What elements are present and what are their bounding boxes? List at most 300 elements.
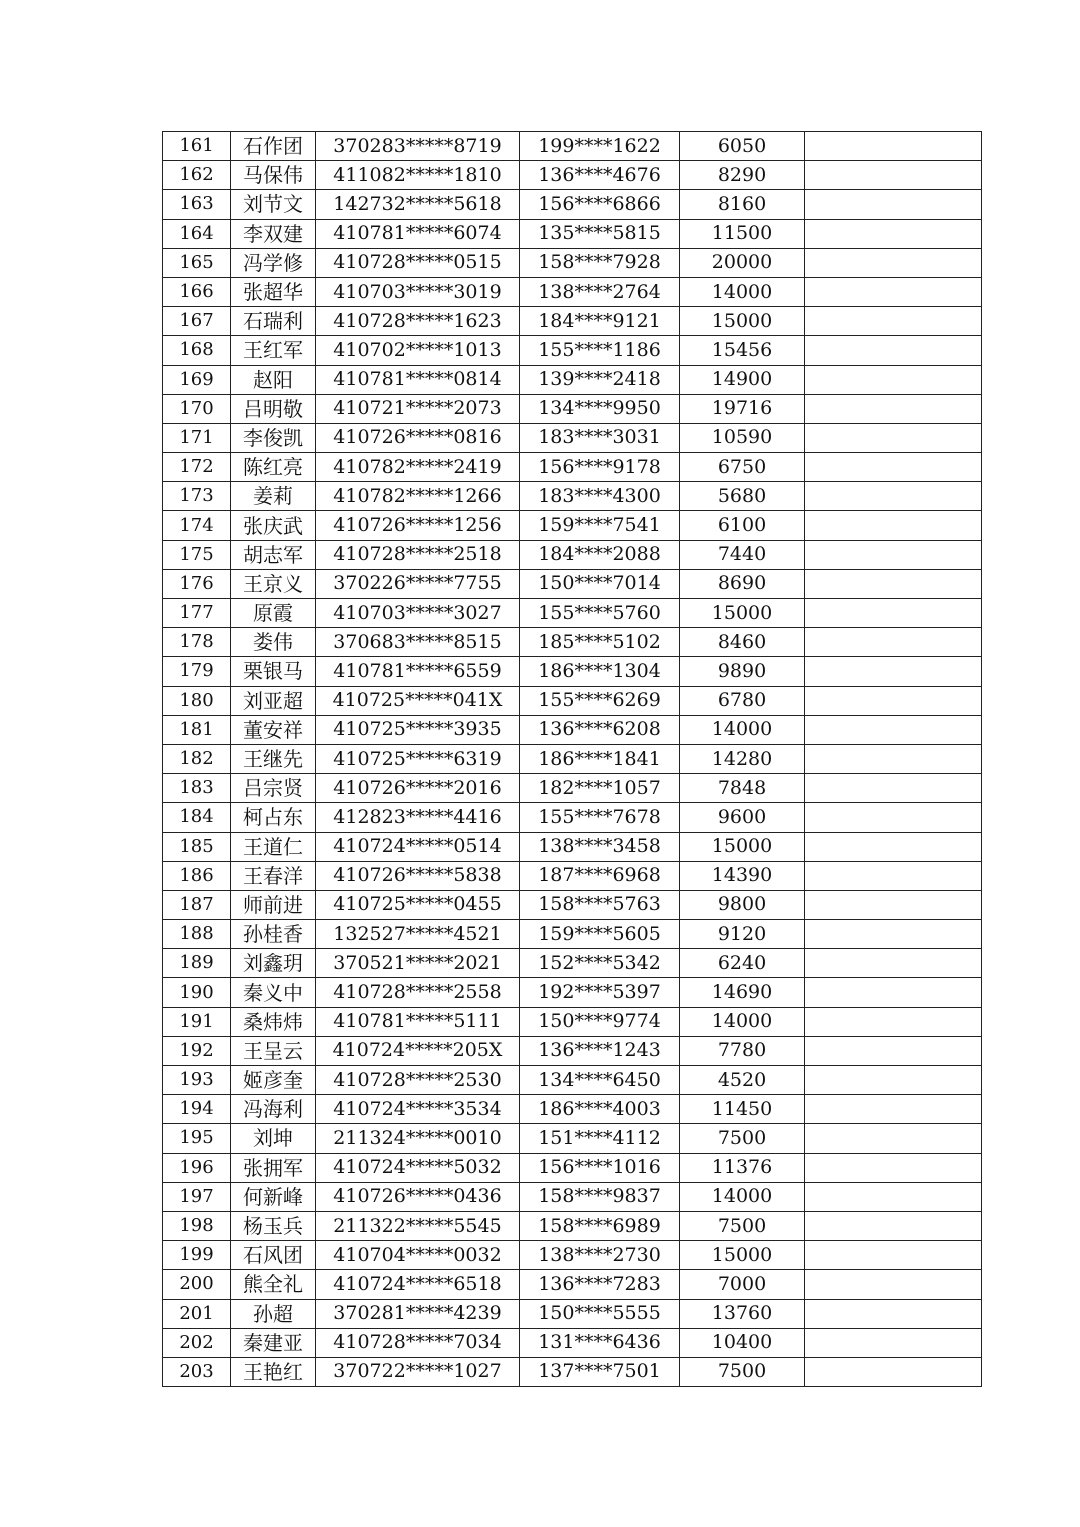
id-number-cell: 410728*****2558: [316, 978, 520, 1007]
phone-number-cell: 155****5760: [520, 599, 680, 628]
remark-cell: [805, 423, 982, 452]
phone-number-cell: 186****4003: [520, 1095, 680, 1124]
phone-number-cell: 158****6989: [520, 1211, 680, 1240]
row-number-cell: 183: [163, 774, 231, 803]
remark-cell: [805, 219, 982, 248]
amount-cell: 19716: [680, 394, 805, 423]
phone-number-cell: 151****4112: [520, 1124, 680, 1153]
amount-cell: 7500: [680, 1211, 805, 1240]
name-cell: 娄伟: [231, 628, 316, 657]
name-cell: 原霞: [231, 599, 316, 628]
remark-cell: [805, 453, 982, 482]
amount-cell: 10590: [680, 423, 805, 452]
row-number-cell: 168: [163, 336, 231, 365]
id-number-cell: 410724*****205X: [316, 1036, 520, 1065]
amount-cell: 13760: [680, 1299, 805, 1328]
name-cell: 王红军: [231, 336, 316, 365]
amount-cell: 14900: [680, 365, 805, 394]
remark-cell: [805, 1095, 982, 1124]
name-cell: 张庆武: [231, 511, 316, 540]
remark-cell: [805, 1299, 982, 1328]
name-cell: 杨玉兵: [231, 1211, 316, 1240]
id-number-cell: 410782*****1266: [316, 482, 520, 511]
name-cell: 师前进: [231, 890, 316, 919]
table-row: [163, 744, 982, 773]
table-row: [163, 715, 982, 744]
table-row: [163, 1124, 982, 1153]
table-row: [163, 949, 982, 978]
name-cell: 王京义: [231, 569, 316, 598]
row-number-cell: 172: [163, 453, 231, 482]
remark-cell: [805, 1007, 982, 1036]
amount-cell: 14390: [680, 861, 805, 890]
name-cell: 李俊凯: [231, 423, 316, 452]
amount-cell: 20000: [680, 248, 805, 277]
remark-cell: [805, 1124, 982, 1153]
table-row: [163, 511, 982, 540]
id-number-cell: 410781*****6559: [316, 657, 520, 686]
phone-number-cell: 156****9178: [520, 453, 680, 482]
row-number-cell: 199: [163, 1241, 231, 1270]
remark-cell: [805, 744, 982, 773]
remark-cell: [805, 1357, 982, 1386]
table-row: [163, 423, 982, 452]
table-row: [163, 1007, 982, 1036]
phone-number-cell: 138****2764: [520, 277, 680, 306]
id-number-cell: 410726*****2016: [316, 774, 520, 803]
row-number-cell: 180: [163, 686, 231, 715]
name-cell: 吕宗贤: [231, 774, 316, 803]
row-number-cell: 182: [163, 744, 231, 773]
phone-number-cell: 150****7014: [520, 569, 680, 598]
amount-cell: 15456: [680, 336, 805, 365]
amount-cell: 11450: [680, 1095, 805, 1124]
id-number-cell: 410782*****2419: [316, 453, 520, 482]
row-number-cell: 196: [163, 1153, 231, 1182]
amount-cell: 8690: [680, 569, 805, 598]
name-cell: 吕明敬: [231, 394, 316, 423]
row-number-cell: 187: [163, 890, 231, 919]
amount-cell: 9890: [680, 657, 805, 686]
amount-cell: 6100: [680, 511, 805, 540]
row-number-cell: 179: [163, 657, 231, 686]
id-number-cell: 410726*****0816: [316, 423, 520, 452]
remark-cell: [805, 1182, 982, 1211]
remark-cell: [805, 511, 982, 540]
name-cell: 石风团: [231, 1241, 316, 1270]
table-row: [163, 920, 982, 949]
table-row: [163, 832, 982, 861]
remark-cell: [805, 132, 982, 161]
remark-cell: [805, 628, 982, 657]
payment-table: [162, 131, 982, 1387]
amount-cell: 14690: [680, 978, 805, 1007]
name-cell: 王春洋: [231, 861, 316, 890]
id-number-cell: 410726*****5838: [316, 861, 520, 890]
amount-cell: 6240: [680, 949, 805, 978]
name-cell: 赵阳: [231, 365, 316, 394]
name-cell: 陈红亮: [231, 453, 316, 482]
row-number-cell: 175: [163, 540, 231, 569]
name-cell: 张超华: [231, 277, 316, 306]
phone-number-cell: 155****6269: [520, 686, 680, 715]
amount-cell: 15000: [680, 832, 805, 861]
table-row: [163, 861, 982, 890]
id-number-cell: 410728*****2518: [316, 540, 520, 569]
amount-cell: 9120: [680, 920, 805, 949]
id-number-cell: 410725*****041X: [316, 686, 520, 715]
table-row: [163, 599, 982, 628]
name-cell: 王道仁: [231, 832, 316, 861]
phone-number-cell: 184****2088: [520, 540, 680, 569]
table-row: [163, 1357, 982, 1386]
name-cell: 孙超: [231, 1299, 316, 1328]
name-cell: 冯学修: [231, 248, 316, 277]
row-number-cell: 194: [163, 1095, 231, 1124]
name-cell: 孙桂香: [231, 920, 316, 949]
table-row: [163, 1153, 982, 1182]
remark-cell: [805, 832, 982, 861]
amount-cell: 6050: [680, 132, 805, 161]
amount-cell: 14280: [680, 744, 805, 773]
phone-number-cell: 184****9121: [520, 307, 680, 336]
phone-number-cell: 155****7678: [520, 803, 680, 832]
row-number-cell: 170: [163, 394, 231, 423]
remark-cell: [805, 774, 982, 803]
name-cell: 秦建亚: [231, 1328, 316, 1357]
id-number-cell: 411082*****1810: [316, 161, 520, 190]
table-row: [163, 1299, 982, 1328]
table-row: [163, 277, 982, 306]
phone-number-cell: 159****7541: [520, 511, 680, 540]
row-number-cell: 167: [163, 307, 231, 336]
remark-cell: [805, 1036, 982, 1065]
row-number-cell: 192: [163, 1036, 231, 1065]
phone-number-cell: 136****4676: [520, 161, 680, 190]
table-row: [163, 336, 982, 365]
name-cell: 何新峰: [231, 1182, 316, 1211]
row-number-cell: 163: [163, 190, 231, 219]
row-number-cell: 203: [163, 1357, 231, 1386]
remark-cell: [805, 1270, 982, 1299]
phone-number-cell: 183****4300: [520, 482, 680, 511]
name-cell: 李双建: [231, 219, 316, 248]
name-cell: 刘坤: [231, 1124, 316, 1153]
table-row: [163, 161, 982, 190]
name-cell: 石瑞利: [231, 307, 316, 336]
amount-cell: 8160: [680, 190, 805, 219]
amount-cell: 7000: [680, 1270, 805, 1299]
row-number-cell: 188: [163, 920, 231, 949]
phone-number-cell: 136****7283: [520, 1270, 680, 1299]
amount-cell: 7500: [680, 1357, 805, 1386]
table-row: [163, 569, 982, 598]
remark-cell: [805, 540, 982, 569]
amount-cell: 6750: [680, 453, 805, 482]
id-number-cell: 410728*****2530: [316, 1066, 520, 1095]
row-number-cell: 177: [163, 599, 231, 628]
amount-cell: 9600: [680, 803, 805, 832]
table-row: [163, 1211, 982, 1240]
phone-number-cell: 131****6436: [520, 1328, 680, 1357]
id-number-cell: 410724*****6518: [316, 1270, 520, 1299]
table-row: [163, 1241, 982, 1270]
id-number-cell: 410704*****0032: [316, 1241, 520, 1270]
table-row: [163, 686, 982, 715]
remark-cell: [805, 920, 982, 949]
id-number-cell: 370683*****8515: [316, 628, 520, 657]
table-row: [163, 1036, 982, 1065]
table-row: [163, 774, 982, 803]
name-cell: 胡志军: [231, 540, 316, 569]
id-number-cell: 410725*****6319: [316, 744, 520, 773]
table-row: [163, 248, 982, 277]
name-cell: 董安祥: [231, 715, 316, 744]
remark-cell: [805, 978, 982, 1007]
table-row: [163, 890, 982, 919]
table-row: [163, 307, 982, 336]
id-number-cell: 410781*****6074: [316, 219, 520, 248]
remark-cell: [805, 1211, 982, 1240]
row-number-cell: 191: [163, 1007, 231, 1036]
remark-cell: [805, 161, 982, 190]
table-row: [163, 1095, 982, 1124]
phone-number-cell: 158****9837: [520, 1182, 680, 1211]
phone-number-cell: 138****3458: [520, 832, 680, 861]
row-number-cell: 173: [163, 482, 231, 511]
remark-cell: [805, 890, 982, 919]
phone-number-cell: 138****2730: [520, 1241, 680, 1270]
phone-number-cell: 134****6450: [520, 1066, 680, 1095]
id-number-cell: 142732*****5618: [316, 190, 520, 219]
row-number-cell: 174: [163, 511, 231, 540]
row-number-cell: 190: [163, 978, 231, 1007]
row-number-cell: 185: [163, 832, 231, 861]
id-number-cell: 132527*****4521: [316, 920, 520, 949]
amount-cell: 11376: [680, 1153, 805, 1182]
id-number-cell: 370283*****8719: [316, 132, 520, 161]
table-row: [163, 1270, 982, 1299]
phone-number-cell: 199****1622: [520, 132, 680, 161]
table-row: [163, 1328, 982, 1357]
id-number-cell: 410726*****1256: [316, 511, 520, 540]
remark-cell: [805, 336, 982, 365]
remark-cell: [805, 715, 982, 744]
name-cell: 刘节文: [231, 190, 316, 219]
remark-cell: [805, 599, 982, 628]
remark-cell: [805, 657, 982, 686]
row-number-cell: 171: [163, 423, 231, 452]
remark-cell: [805, 1066, 982, 1095]
id-number-cell: 370226*****7755: [316, 569, 520, 598]
amount-cell: 15000: [680, 1241, 805, 1270]
phone-number-cell: 137****7501: [520, 1357, 680, 1386]
phone-number-cell: 187****6968: [520, 861, 680, 890]
amount-cell: 15000: [680, 307, 805, 336]
id-number-cell: 410703*****3027: [316, 599, 520, 628]
id-number-cell: 410725*****0455: [316, 890, 520, 919]
remark-cell: [805, 949, 982, 978]
id-number-cell: 410728*****7034: [316, 1328, 520, 1357]
amount-cell: 7848: [680, 774, 805, 803]
name-cell: 秦义中: [231, 978, 316, 1007]
phone-number-cell: 152****5342: [520, 949, 680, 978]
phone-number-cell: 150****9774: [520, 1007, 680, 1036]
id-number-cell: 410728*****1623: [316, 307, 520, 336]
name-cell: 刘亚超: [231, 686, 316, 715]
name-cell: 王艳红: [231, 1357, 316, 1386]
row-number-cell: 161: [163, 132, 231, 161]
row-number-cell: 198: [163, 1211, 231, 1240]
phone-number-cell: 192****5397: [520, 978, 680, 1007]
phone-number-cell: 158****7928: [520, 248, 680, 277]
table-row: [163, 219, 982, 248]
amount-cell: 6780: [680, 686, 805, 715]
name-cell: 石作团: [231, 132, 316, 161]
table-row: [163, 394, 982, 423]
name-cell: 姜莉: [231, 482, 316, 511]
id-number-cell: 370521*****2021: [316, 949, 520, 978]
table-row: [163, 365, 982, 394]
id-number-cell: 410725*****3935: [316, 715, 520, 744]
id-number-cell: 410721*****2073: [316, 394, 520, 423]
table-row: [163, 132, 982, 161]
amount-cell: 10400: [680, 1328, 805, 1357]
table-row: [163, 190, 982, 219]
table-row: [163, 1182, 982, 1211]
id-number-cell: 410781*****5111: [316, 1007, 520, 1036]
amount-cell: 9800: [680, 890, 805, 919]
remark-cell: [805, 1241, 982, 1270]
name-cell: 熊全礼: [231, 1270, 316, 1299]
amount-cell: 7780: [680, 1036, 805, 1065]
phone-number-cell: 182****1057: [520, 774, 680, 803]
phone-number-cell: 159****5605: [520, 920, 680, 949]
name-cell: 王继先: [231, 744, 316, 773]
id-number-cell: 410702*****1013: [316, 336, 520, 365]
phone-number-cell: 136****1243: [520, 1036, 680, 1065]
amount-cell: 14000: [680, 1182, 805, 1211]
amount-cell: 15000: [680, 599, 805, 628]
id-number-cell: 410781*****0814: [316, 365, 520, 394]
row-number-cell: 165: [163, 248, 231, 277]
table-row: [163, 628, 982, 657]
row-number-cell: 181: [163, 715, 231, 744]
row-number-cell: 178: [163, 628, 231, 657]
remark-cell: [805, 861, 982, 890]
remark-cell: [805, 365, 982, 394]
row-number-cell: 166: [163, 277, 231, 306]
phone-number-cell: 158****5763: [520, 890, 680, 919]
row-number-cell: 186: [163, 861, 231, 890]
phone-number-cell: 134****9950: [520, 394, 680, 423]
id-number-cell: 410728*****0515: [316, 248, 520, 277]
name-cell: 柯占东: [231, 803, 316, 832]
id-number-cell: 410703*****3019: [316, 277, 520, 306]
id-number-cell: 412823*****4416: [316, 803, 520, 832]
phone-number-cell: 186****1304: [520, 657, 680, 686]
amount-cell: 7500: [680, 1124, 805, 1153]
phone-number-cell: 186****1841: [520, 744, 680, 773]
name-cell: 桑炜炜: [231, 1007, 316, 1036]
row-number-cell: 200: [163, 1270, 231, 1299]
remark-cell: [805, 307, 982, 336]
id-number-cell: 370722*****1027: [316, 1357, 520, 1386]
id-number-cell: 410724*****3534: [316, 1095, 520, 1124]
amount-cell: 11500: [680, 219, 805, 248]
row-number-cell: 162: [163, 161, 231, 190]
name-cell: 冯海利: [231, 1095, 316, 1124]
table-row: [163, 1066, 982, 1095]
name-cell: 姬彦奎: [231, 1066, 316, 1095]
remark-cell: [805, 482, 982, 511]
table-row: [163, 453, 982, 482]
remark-cell: [805, 803, 982, 832]
row-number-cell: 197: [163, 1182, 231, 1211]
row-number-cell: 184: [163, 803, 231, 832]
row-number-cell: 169: [163, 365, 231, 394]
phone-number-cell: 185****5102: [520, 628, 680, 657]
phone-number-cell: 183****3031: [520, 423, 680, 452]
table-row: [163, 540, 982, 569]
amount-cell: 14000: [680, 715, 805, 744]
remark-cell: [805, 277, 982, 306]
amount-cell: 4520: [680, 1066, 805, 1095]
phone-number-cell: 139****2418: [520, 365, 680, 394]
amount-cell: 8460: [680, 628, 805, 657]
row-number-cell: 189: [163, 949, 231, 978]
phone-number-cell: 155****1186: [520, 336, 680, 365]
id-number-cell: 410724*****0514: [316, 832, 520, 861]
remark-cell: [805, 569, 982, 598]
id-number-cell: 410724*****5032: [316, 1153, 520, 1182]
amount-cell: 8290: [680, 161, 805, 190]
remark-cell: [805, 248, 982, 277]
id-number-cell: 370281*****4239: [316, 1299, 520, 1328]
phone-number-cell: 136****6208: [520, 715, 680, 744]
table-body: [163, 132, 982, 1387]
remark-cell: [805, 394, 982, 423]
name-cell: 马保伟: [231, 161, 316, 190]
id-number-cell: 211324*****0010: [316, 1124, 520, 1153]
phone-number-cell: 156****6866: [520, 190, 680, 219]
remark-cell: [805, 1153, 982, 1182]
row-number-cell: 193: [163, 1066, 231, 1095]
remark-cell: [805, 1328, 982, 1357]
table-row: [163, 482, 982, 511]
table-row: [163, 978, 982, 1007]
row-number-cell: 176: [163, 569, 231, 598]
row-number-cell: 201: [163, 1299, 231, 1328]
table-row: [163, 803, 982, 832]
name-cell: 张拥军: [231, 1153, 316, 1182]
amount-cell: 14000: [680, 277, 805, 306]
phone-number-cell: 156****1016: [520, 1153, 680, 1182]
phone-number-cell: 150****5555: [520, 1299, 680, 1328]
id-number-cell: 211322*****5545: [316, 1211, 520, 1240]
table-row: [163, 657, 982, 686]
remark-cell: [805, 190, 982, 219]
row-number-cell: 202: [163, 1328, 231, 1357]
row-number-cell: 164: [163, 219, 231, 248]
id-number-cell: 410726*****0436: [316, 1182, 520, 1211]
amount-cell: 5680: [680, 482, 805, 511]
remark-cell: [805, 686, 982, 715]
name-cell: 栗银马: [231, 657, 316, 686]
name-cell: 王呈云: [231, 1036, 316, 1065]
name-cell: 刘鑫玥: [231, 949, 316, 978]
row-number-cell: 195: [163, 1124, 231, 1153]
